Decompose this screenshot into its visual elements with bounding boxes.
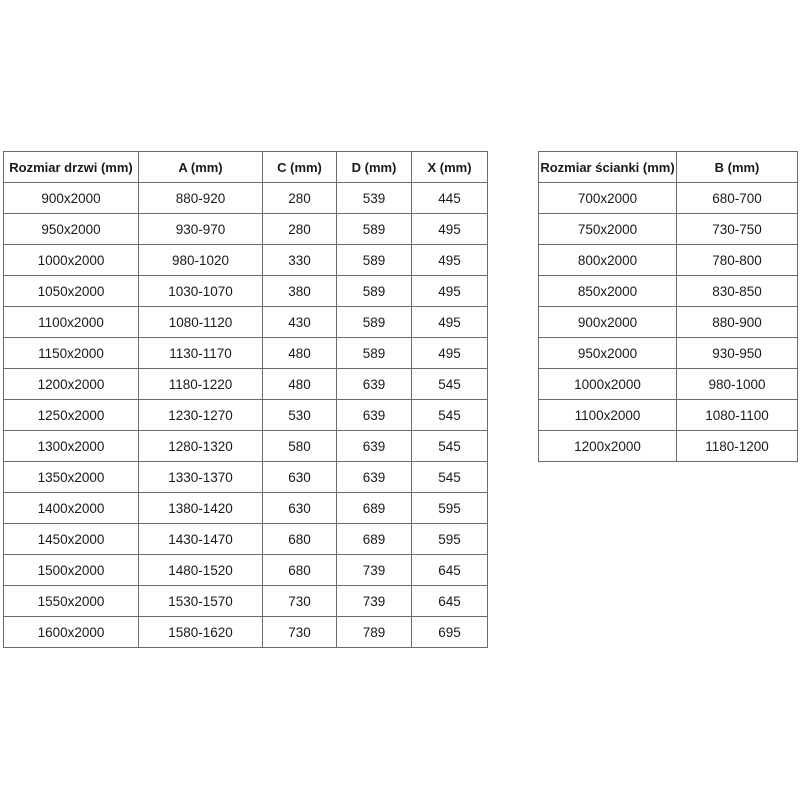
table-cell: 495 xyxy=(412,245,488,276)
table-cell: 689 xyxy=(337,524,412,555)
table-cell: 900x2000 xyxy=(4,183,139,214)
table-cell: 639 xyxy=(337,369,412,400)
table-cell: 1300x2000 xyxy=(4,431,139,462)
table-row xyxy=(4,183,488,214)
table-row xyxy=(4,586,488,617)
table-row xyxy=(4,338,488,369)
table-cell: 1000x2000 xyxy=(4,245,139,276)
table-row xyxy=(4,524,488,555)
table-cell: 545 xyxy=(412,369,488,400)
column-header: D (mm) xyxy=(337,152,412,183)
table-row xyxy=(4,369,488,400)
table-cell: 495 xyxy=(412,214,488,245)
table-cell: 730-750 xyxy=(677,214,798,245)
table-cell: 495 xyxy=(412,338,488,369)
table-cell: 1200x2000 xyxy=(4,369,139,400)
table-cell: 1450x2000 xyxy=(4,524,139,555)
table-cell: 589 xyxy=(337,307,412,338)
table-row xyxy=(539,183,798,214)
table-cell: 630 xyxy=(263,493,337,524)
column-header: X (mm) xyxy=(412,152,488,183)
table-cell: 689 xyxy=(337,493,412,524)
table-cell: 1100x2000 xyxy=(539,400,677,431)
table-cell: 1380-1420 xyxy=(139,493,263,524)
table-cell: 1230-1270 xyxy=(139,400,263,431)
column-header: Rozmiar drzwi (mm) xyxy=(4,152,139,183)
table-cell: 1180-1220 xyxy=(139,369,263,400)
table-cell: 880-900 xyxy=(677,307,798,338)
table-row xyxy=(539,400,798,431)
table-cell: 1200x2000 xyxy=(539,431,677,462)
table-row xyxy=(4,493,488,524)
table-cell: 645 xyxy=(412,586,488,617)
table-cell: 280 xyxy=(263,183,337,214)
table-cell: 480 xyxy=(263,338,337,369)
table-cell: 639 xyxy=(337,400,412,431)
table-row xyxy=(539,369,798,400)
table-cell: 930-950 xyxy=(677,338,798,369)
table-cell: 980-1000 xyxy=(677,369,798,400)
table-cell: 1330-1370 xyxy=(139,462,263,493)
column-header: B (mm) xyxy=(677,152,798,183)
table-cell: 750x2000 xyxy=(539,214,677,245)
table-cell: 1530-1570 xyxy=(139,586,263,617)
table-cell: 830-850 xyxy=(677,276,798,307)
table-row xyxy=(539,214,798,245)
table-cell: 1130-1170 xyxy=(139,338,263,369)
table-cell: 430 xyxy=(263,307,337,338)
table-cell: 980-1020 xyxy=(139,245,263,276)
table-cell: 700x2000 xyxy=(539,183,677,214)
table-row xyxy=(4,431,488,462)
table-cell: 739 xyxy=(337,555,412,586)
table-cell: 1280-1320 xyxy=(139,431,263,462)
table-cell: 589 xyxy=(337,338,412,369)
table-row xyxy=(539,431,798,462)
table-cell: 595 xyxy=(412,524,488,555)
table-row xyxy=(4,462,488,493)
table-row xyxy=(539,307,798,338)
table-cell: 495 xyxy=(412,307,488,338)
table-cell: 1480-1520 xyxy=(139,555,263,586)
table-cell: 950x2000 xyxy=(4,214,139,245)
table-row xyxy=(4,214,488,245)
table-cell: 545 xyxy=(412,400,488,431)
table-cell: 930-970 xyxy=(139,214,263,245)
table-cell: 530 xyxy=(263,400,337,431)
table-cell: 1000x2000 xyxy=(539,369,677,400)
table-cell: 880-920 xyxy=(139,183,263,214)
header-row xyxy=(539,152,798,183)
table-row xyxy=(539,338,798,369)
table-row xyxy=(539,245,798,276)
table-row xyxy=(4,555,488,586)
table-cell: 545 xyxy=(412,462,488,493)
table-cell: 630 xyxy=(263,462,337,493)
table-cell: 539 xyxy=(337,183,412,214)
table-cell: 680 xyxy=(263,555,337,586)
table-cell: 1350x2000 xyxy=(4,462,139,493)
table-cell: 800x2000 xyxy=(539,245,677,276)
table-cell: 680-700 xyxy=(677,183,798,214)
table-cell: 545 xyxy=(412,431,488,462)
table-cell: 1030-1070 xyxy=(139,276,263,307)
header-row xyxy=(4,152,488,183)
table-cell: 639 xyxy=(337,431,412,462)
table-cell: 789 xyxy=(337,617,412,648)
table-cell: 1400x2000 xyxy=(4,493,139,524)
table-cell: 1180-1200 xyxy=(677,431,798,462)
column-header: C (mm) xyxy=(263,152,337,183)
table-cell: 1600x2000 xyxy=(4,617,139,648)
table-cell: 1100x2000 xyxy=(4,307,139,338)
column-header: Rozmiar ścianki (mm) xyxy=(539,152,677,183)
table-cell: 580 xyxy=(263,431,337,462)
table-cell: 1050x2000 xyxy=(4,276,139,307)
column-header: A (mm) xyxy=(139,152,263,183)
door-sizes-table xyxy=(3,151,488,648)
table-cell: 445 xyxy=(412,183,488,214)
table-cell: 730 xyxy=(263,586,337,617)
table-cell: 1150x2000 xyxy=(4,338,139,369)
table-cell: 730 xyxy=(263,617,337,648)
table-row xyxy=(4,245,488,276)
table-row xyxy=(4,276,488,307)
table-cell: 1080-1120 xyxy=(139,307,263,338)
table-cell: 1580-1620 xyxy=(139,617,263,648)
table-cell: 1500x2000 xyxy=(4,555,139,586)
table-row xyxy=(4,307,488,338)
table-cell: 280 xyxy=(263,214,337,245)
table-cell: 480 xyxy=(263,369,337,400)
table-cell: 1430-1470 xyxy=(139,524,263,555)
table-cell: 695 xyxy=(412,617,488,648)
table-cell: 330 xyxy=(263,245,337,276)
table-cell: 589 xyxy=(337,245,412,276)
table-cell: 950x2000 xyxy=(539,338,677,369)
table-row xyxy=(4,400,488,431)
table-cell: 589 xyxy=(337,276,412,307)
table-cell: 680 xyxy=(263,524,337,555)
table-cell: 645 xyxy=(412,555,488,586)
table-cell: 495 xyxy=(412,276,488,307)
table-cell: 900x2000 xyxy=(539,307,677,338)
table-cell: 850x2000 xyxy=(539,276,677,307)
table-cell: 1250x2000 xyxy=(4,400,139,431)
table-row xyxy=(539,276,798,307)
table-cell: 639 xyxy=(337,462,412,493)
table-row xyxy=(4,617,488,648)
table-cell: 380 xyxy=(263,276,337,307)
table-cell: 595 xyxy=(412,493,488,524)
table-cell: 780-800 xyxy=(677,245,798,276)
wall-panel-sizes-table xyxy=(538,151,798,462)
table-cell: 1080-1100 xyxy=(677,400,798,431)
table-cell: 739 xyxy=(337,586,412,617)
table-cell: 589 xyxy=(337,214,412,245)
table-cell: 1550x2000 xyxy=(4,586,139,617)
